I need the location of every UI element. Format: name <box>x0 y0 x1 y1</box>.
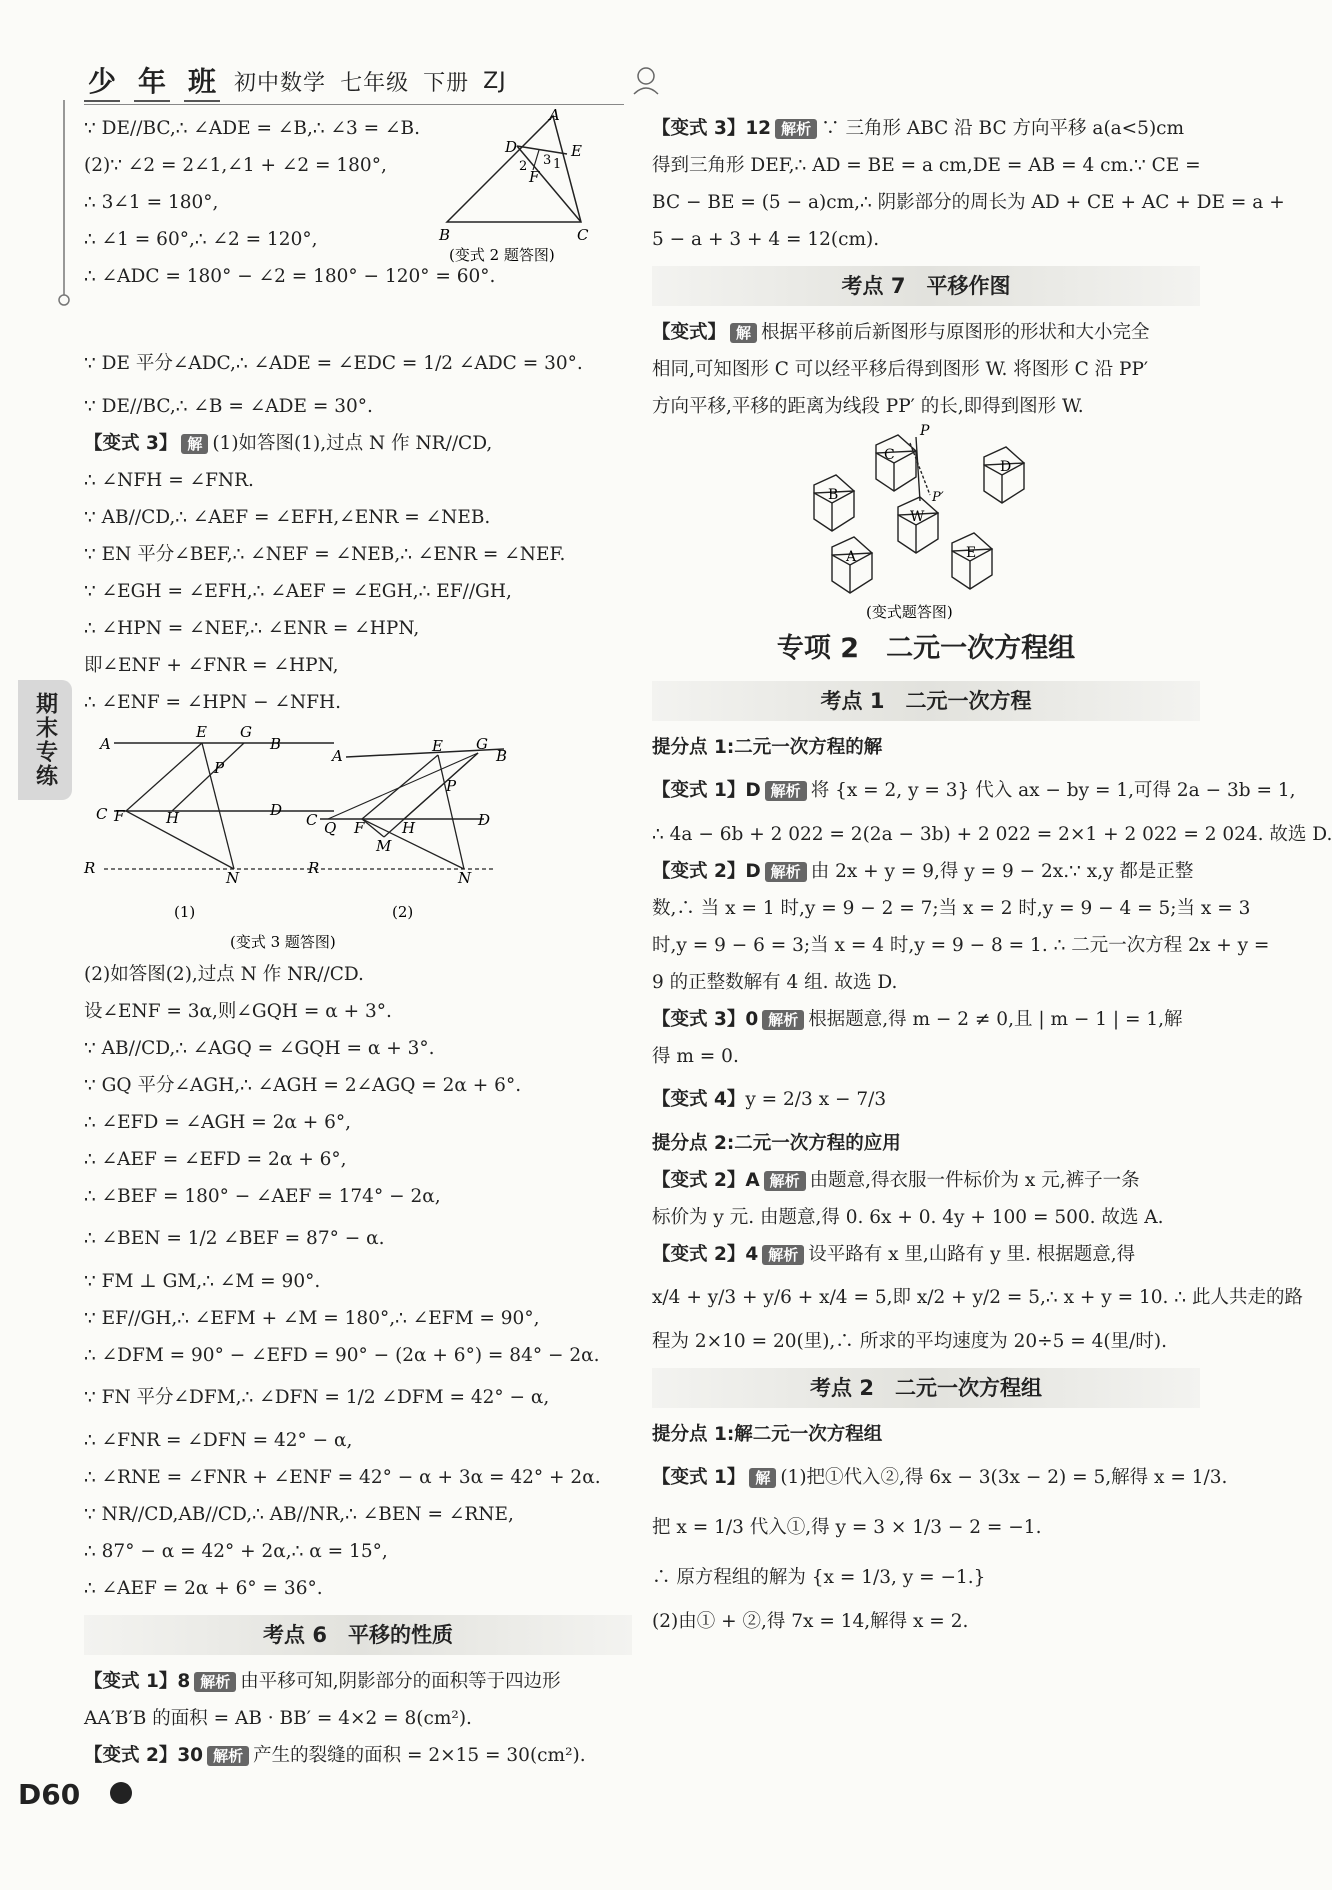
solution-line: 设∠ENF = 3α,则∠GQH = α + 3°. <box>84 1001 392 1022</box>
grade: 七年级 <box>340 70 410 96</box>
analysis-badge: 解析 <box>765 781 807 801</box>
subsection-heading: 提分点 1:二元一次方程的解 <box>652 737 883 758</box>
solution-line: ∴ ∠BEF = 180° − ∠AEF = 174° − 2α, <box>84 1186 441 1207</box>
solution-line: ∴ 原方程组的解为 {x = 1/3, y = −1.} <box>652 1567 986 1588</box>
solution-line: 即∠ENF + ∠FNR = ∠HPN, <box>84 655 339 676</box>
fig-label: R <box>84 859 96 877</box>
solution-line: 9 的正整数解有 4 组. 故选 D. <box>652 972 898 993</box>
analysis-badge: 解析 <box>194 1672 236 1692</box>
figure-caption: (变式 2 题答图) <box>449 246 555 264</box>
fig-label: G <box>476 735 488 753</box>
solution-line: 设平路有 x 里,山路有 y 里. 根据题意,得 <box>808 1244 1136 1265</box>
fig-label: G <box>240 723 252 741</box>
solution-line: 根据题意,得 m − 2 ≠ 0,且 | m − 1 | = 1,解 <box>808 1009 1183 1030</box>
subsection-heading: 提分点 2:二元一次方程的应用 <box>652 1133 901 1154</box>
variant-tag: 【变式 2】A <box>652 1170 760 1191</box>
solution-line: ∵ GQ 平分∠AGH,∴ ∠AGH = 2∠AGQ = 2α + 6°. <box>84 1075 522 1096</box>
solution-line: ∵ NR//CD,AB//CD,∴ AB//NR,∴ ∠BEN = ∠RNE, <box>84 1504 514 1525</box>
solution-line: ∴ ∠ADC = 180° − ∠2 = 180° − 120° = 60°. <box>84 266 496 287</box>
subfig-label: (1) <box>174 903 196 921</box>
solution-line: ∴ 87° − α = 42° + 2α,∴ α = 15°, <box>84 1541 388 1562</box>
analysis-badge: 解析 <box>207 1746 249 1766</box>
solution-line: ∴ ∠ENF = ∠HPN − ∠NFH. <box>84 692 342 713</box>
analysis-badge: 解析 <box>762 1245 804 1265</box>
cube-translation-figure <box>776 425 1076 625</box>
solution-line: (1)如答图(1),过点 N 作 NR//CD, <box>212 433 493 454</box>
variant-3-head <box>84 425 632 462</box>
solution-line: 时,y = 9 − 6 = 3;当 x = 4 时,y = 9 − 8 = 1. ∴ 二元一次方程 2x + y = <box>652 935 1270 956</box>
fig-label: N <box>458 869 472 887</box>
fig-label: F <box>354 819 365 837</box>
solution-line: ∴ ∠NFH = ∠FNR. <box>84 470 254 491</box>
solution-line: ∵ DE 平分∠ADC,∴ ∠ADE = ∠EDC = 1/2 ∠ADC = 30°. <box>84 353 583 374</box>
fig-label: P <box>920 423 930 439</box>
answer-1 <box>652 766 1296 816</box>
fig-label: Q <box>324 819 337 837</box>
fig-label: B <box>828 487 839 503</box>
fig-label: B <box>270 735 282 753</box>
page-dot-icon <box>108 1780 134 1806</box>
subject: 初中数学 <box>234 70 327 96</box>
parallel-lines-figure <box>84 721 632 951</box>
fig-label: F <box>529 168 540 186</box>
fig-label: D <box>505 138 518 156</box>
fig-label: B <box>496 747 508 765</box>
variant-tag: 【变式】 <box>652 322 727 343</box>
variant-tag: 【变式 1】D <box>652 780 761 801</box>
fig-label: R <box>308 859 320 877</box>
variant-tag: 【变式 1】8 <box>84 1671 191 1692</box>
variant-tag: 【变式 2】D <box>652 861 761 882</box>
fig-label: C <box>577 226 589 244</box>
variant-tag: 【变式 2】4 <box>652 1244 759 1265</box>
variant-3-right <box>652 110 1200 147</box>
solution-line: ∵ EN 平分∠BEF,∴ ∠NEF = ∠NEB,∴ ∠ENR = ∠NEF. <box>84 544 566 565</box>
page-number: D60 <box>18 1778 81 1811</box>
analysis-badge: 解析 <box>765 862 807 882</box>
system-answer-1 <box>652 1453 1228 1503</box>
answer-3 <box>652 1001 1200 1038</box>
solution-line: 得 m = 0. <box>652 1046 739 1067</box>
mascot-icon <box>620 60 665 100</box>
solution-line: 把 x = 1/3 代入①,得 y = 3 × 1/3 − 2 = −1. <box>652 1517 1042 1538</box>
solution-line: 5 − a + 3 + 4 = 12(cm). <box>652 229 880 250</box>
solution-line: ∴ ∠DFM = 90° − ∠EFD = 90° − (2α + 6°) = 84° − 2α. <box>84 1345 600 1366</box>
solution-line: 由 2x + y = 9,得 y = 9 − 2x.∵ x,y 都是正整 <box>810 861 1194 882</box>
fig-label: W <box>910 509 925 525</box>
binder-line-icon <box>54 100 74 310</box>
solution-line: (1)把①代入②,得 6x − 3(3x − 2) = 5,解得 x = 1/3. <box>780 1467 1228 1488</box>
header-rule <box>84 104 624 105</box>
variant-tag: 【变式 3】 <box>84 433 178 454</box>
solution-line: x/4 + y/3 + y/6 + x/4 = 5,即 x/2 + y/2 = 5,∴ x + y = 10. ∴ 此人共走的路 <box>652 1287 1303 1308</box>
solution-line: ∴ 4a − 6b + 2 022 = 2(2a − 3b) + 2 022 = 2×1 + 2 022 = 2 024. 故选 D. <box>652 824 1332 845</box>
solution-line: 根据平移前后新图形与原图形的形状和大小完全 <box>761 322 1150 343</box>
analysis-badge: 解析 <box>775 119 817 139</box>
solution-line: 产生的裂缝的面积 = 2×15 = 30(cm²). <box>253 1745 586 1766</box>
solution-line: 标价为 y 元. 由题意,得 0. 6x + 0. 4y + 100 = 500. 故选 A. <box>652 1207 1164 1228</box>
fig-label: M <box>376 837 392 855</box>
fig-label: P <box>214 759 225 777</box>
solution-line: ∴ ∠FNR = ∠DFN = 42° − α, <box>84 1430 353 1451</box>
fig-label: C <box>306 811 318 829</box>
analysis-badge: 解析 <box>762 1010 804 1030</box>
triangle-figure <box>439 106 619 270</box>
solution-line: ∴ ∠1 = 60°,∴ ∠2 = 120°, <box>84 229 318 250</box>
solution-line: AA′B′B 的面积 = AB · BB′ = 4×2 = 8(cm²). <box>84 1708 472 1729</box>
fig-label: D <box>270 801 283 819</box>
figure-caption: (变式 3 题答图) <box>230 933 336 951</box>
figure-caption: (变式题答图) <box>866 603 953 621</box>
solution-line: ∴ ∠EFD = ∠AGH = 2α + 6°, <box>84 1112 352 1133</box>
topic-heading: 专项 2 二元一次方程组 <box>776 633 1076 664</box>
solution-line: (2)由① + ②,得 7x = 14,解得 x = 2. <box>652 1611 969 1632</box>
section-heading: 考点 2 二元一次方程组 <box>652 1368 1200 1408</box>
subsection-heading: 提分点 1:解二元一次方程组 <box>652 1424 883 1445</box>
fig-label: C <box>96 805 108 823</box>
solution-line: ∴ ∠HPN = ∠NEF,∴ ∠ENR = ∠HPN, <box>84 618 420 639</box>
variant-7 <box>652 314 1200 351</box>
solution-line: ∵ FM ⊥ GM,∴ ∠M = 90°. <box>84 1271 321 1292</box>
solution-badge: 解 <box>749 1468 776 1488</box>
answer-2 <box>652 853 1200 890</box>
fig-label: C <box>884 447 895 463</box>
fig-label: 2 <box>519 159 528 174</box>
variant-tag: 【变式 3】12 <box>652 118 772 139</box>
solution-badge: 解 <box>730 323 757 343</box>
problem-2-block <box>84 106 632 340</box>
fig-label: 3 <box>543 153 552 168</box>
edition: ZJ <box>483 68 507 94</box>
solution-line: 由题意,得衣服一件标价为 x 元,裤子一条 <box>809 1170 1140 1191</box>
solution-line: ∵ DE//BC,∴ ∠B = ∠ADE = 30°. <box>84 396 373 417</box>
solution-line: ∴ ∠AEF = ∠EFD = 2α + 6°, <box>84 1149 347 1170</box>
solution-line: ∵ FN 平分∠DFM,∴ ∠DFN = 1/2 ∠DFM = 42° − α, <box>84 1387 550 1408</box>
fig-label: D <box>478 811 491 829</box>
variant-tag: 【变式 4】 <box>652 1089 746 1110</box>
fig-label: 1 <box>553 157 562 172</box>
solution-line: 数,∴ 当 x = 1 时,y = 9 − 2 = 7;当 x = 2 时,y = 9 − 4 = 5;当 x = 3 <box>652 898 1251 919</box>
solution-line: ∵ 三角形 ABC 沿 BC 方向平移 a(a<5)cm <box>821 118 1185 139</box>
analysis-badge: 解析 <box>764 1171 806 1191</box>
fig-label: D <box>1000 459 1012 475</box>
fig-label: H <box>402 819 416 837</box>
solution-line: ∴ 3∠1 = 180°, <box>84 192 219 213</box>
fig-label: P′ <box>932 490 944 505</box>
solution-line: 相同,可知图形 C 可以经平移后得到图形 W. 将图形 C 沿 PP′ <box>652 359 1149 380</box>
answer-4 <box>652 1075 1200 1125</box>
solution-line: 程为 2×10 = 20(里),∴ 所求的平均速度为 20÷5 = 4(里/时). <box>652 1331 1167 1352</box>
variant-tag: 【变式 1】 <box>652 1467 746 1488</box>
variant-1 <box>84 1663 632 1700</box>
fig-label: E <box>196 723 207 741</box>
logo-char: 少 <box>84 60 120 102</box>
solution-line: (2)∵ ∠2 = 2∠1,∠1 + ∠2 = 180°, <box>84 155 387 176</box>
fig-label: E <box>966 545 977 561</box>
subfig-label: (2) <box>392 903 414 921</box>
application-answer-b <box>652 1236 1200 1273</box>
page-header <box>84 60 507 102</box>
side-tab: 期末专练 <box>18 680 72 800</box>
fig-label: N <box>226 869 240 887</box>
solution-line: BC − BE = (5 − a)cm,∴ 阴影部分的周长为 AD + CE + AC + DE = a + <box>652 192 1285 213</box>
application-answer-a <box>652 1162 1200 1199</box>
solution-line: ∵ AB//CD,∴ ∠AGQ = ∠GQH = α + 3°. <box>84 1038 435 1059</box>
solution-line: ∵ ∠EGH = ∠EFH,∴ ∠AEF = ∠EGH,∴ EF//GH, <box>84 581 512 602</box>
fig-label: H <box>166 809 180 827</box>
fig-label: B <box>439 226 451 244</box>
fig-label: P <box>446 777 457 795</box>
solution-line: y = 2/3 x − 7/3 <box>745 1089 887 1110</box>
solution-line: ∵ DE//BC,∴ ∠ADE = ∠B,∴ ∠3 = ∠B. <box>84 118 421 139</box>
variant-tag: 【变式 2】30 <box>84 1745 204 1766</box>
section-heading: 考点 6 平移的性质 <box>84 1615 632 1655</box>
solution-line: ∴ ∠RNE = ∠FNR + ∠ENF = 42° − α + 3α = 42° + 2α. <box>84 1467 601 1488</box>
solution-badge: 解 <box>181 434 208 454</box>
fig-label: A <box>100 735 111 753</box>
fig-label: A <box>846 549 857 565</box>
volume: 下册 <box>423 70 470 96</box>
solution-line: ∵ AB//CD,∴ ∠AEF = ∠EFH,∠ENR = ∠NEB. <box>84 507 491 528</box>
right-column <box>652 110 1332 1640</box>
fig-label: A <box>332 747 343 765</box>
solution-line: 由平移可知,阴影部分的面积等于四边形 <box>240 1671 561 1692</box>
section-heading: 考点 7 平移作图 <box>652 266 1200 306</box>
variant-tag: 【变式 3】0 <box>652 1009 759 1030</box>
solution-line: 得到三角形 DEF,∴ AD = BE = a cm,DE = AB = 4 cm.∵ CE = <box>652 155 1201 176</box>
fig-label: A <box>549 106 560 124</box>
variant-2 <box>84 1737 632 1774</box>
fig-label: F <box>114 807 125 825</box>
solution-line: ∵ EF//GH,∴ ∠EFM + ∠M = 180°,∴ ∠EFM = 90°, <box>84 1308 540 1329</box>
solution-line: (2)如答图(2),过点 N 作 NR//CD. <box>84 964 364 985</box>
section-heading: 考点 1 二元一次方程 <box>652 681 1200 721</box>
logo-char: 年 <box>134 60 170 102</box>
solution-line: ∴ ∠BEN = 1/2 ∠BEF = 87° − α. <box>84 1228 385 1249</box>
solution-line: 将 {x = 2, y = 3} 代入 ax − by = 1,可得 2a − 3b = 1, <box>810 780 1296 801</box>
fig-label: E <box>432 737 443 755</box>
fig-label: E <box>571 142 582 160</box>
solution-line: ∴ ∠AEF = 2α + 6° = 36°. <box>84 1578 323 1599</box>
left-column <box>84 106 632 1774</box>
solution-line: 方向平移,平移的距离为线段 PP′ 的长,即得到图形 W. <box>652 396 1084 417</box>
logo-char: 班 <box>184 60 220 102</box>
